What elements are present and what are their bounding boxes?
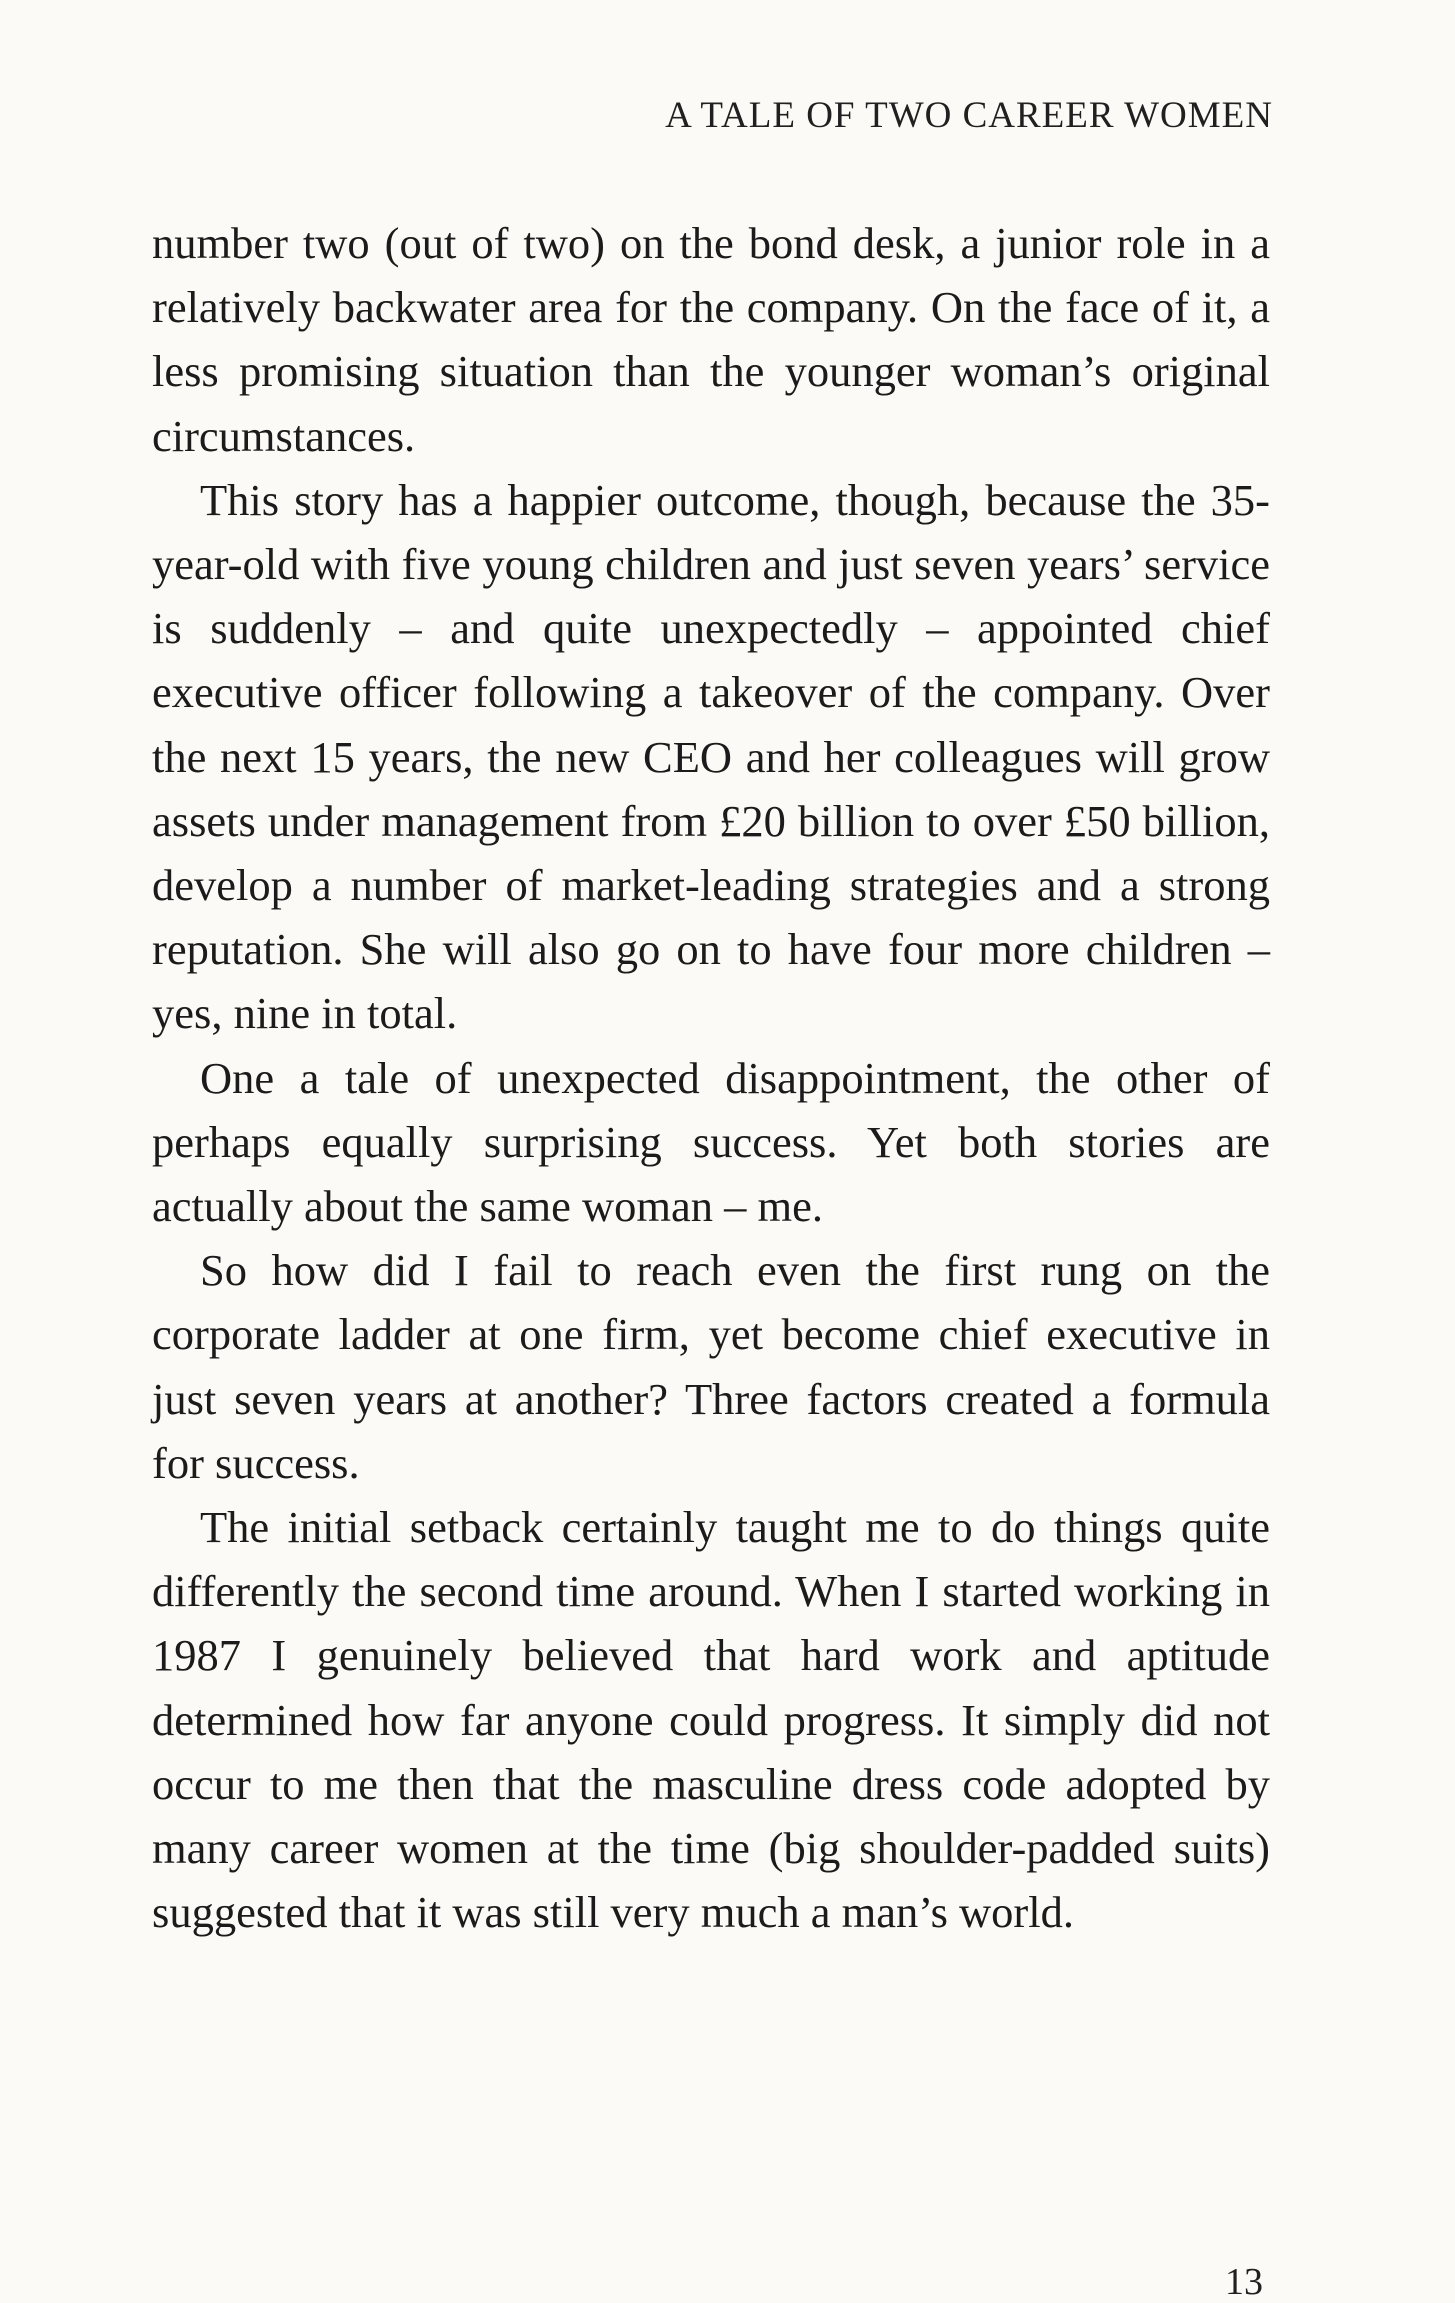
paragraph: This story has a happier outcome, though, because the 35-year-old with five young children and just seven years’ service is suddenly – and quite unexpectedly – appointed chief executive officer following a takeover of the company. Over the next 15 years, the new CEO and her colleagues will grow assets under management from £20 billion to over £50 billion, develop a number of market-leading strategies and a strong reputation. She will also go on to have four more children – yes, nine in total. (152, 474, 1270, 1039)
paragraph: The initial setback certainly taught me to do things quite differently the second time around. When I started working in 1987 I genuinely believed that hard work and aptitude determined how far anyone could progress. It simply did not occur to me then that the masculine dress code adopted by many career women at the time (big shoulder-padded suits) suggested that it was still very much a man’s world. (152, 1502, 1270, 1938)
running-head: A TALE OF TWO CAREER WOMEN (665, 95, 1273, 136)
page-number (1225, 2262, 1263, 2302)
page-number-text: 13 (1225, 2261, 1263, 2303)
paragraph: So how did I fail to reach even the first rung on the corporate ladder at one firm, yet become chief executive in just seven years at another? Three factors created a formula for success. (152, 1245, 1270, 1488)
paragraph: One a tale of unexpected disappointment, the other of perhaps equally surprising success. Yet both stories are actually about the same woman – me. (152, 1052, 1270, 1232)
paragraph: number two (out of two) on the bond desk, a junior role in a relatively backwater area for the company. On the face of it, a less promising situation than the younger woman’s original circumstances. (152, 218, 1270, 461)
body-text (152, 211, 1270, 1944)
